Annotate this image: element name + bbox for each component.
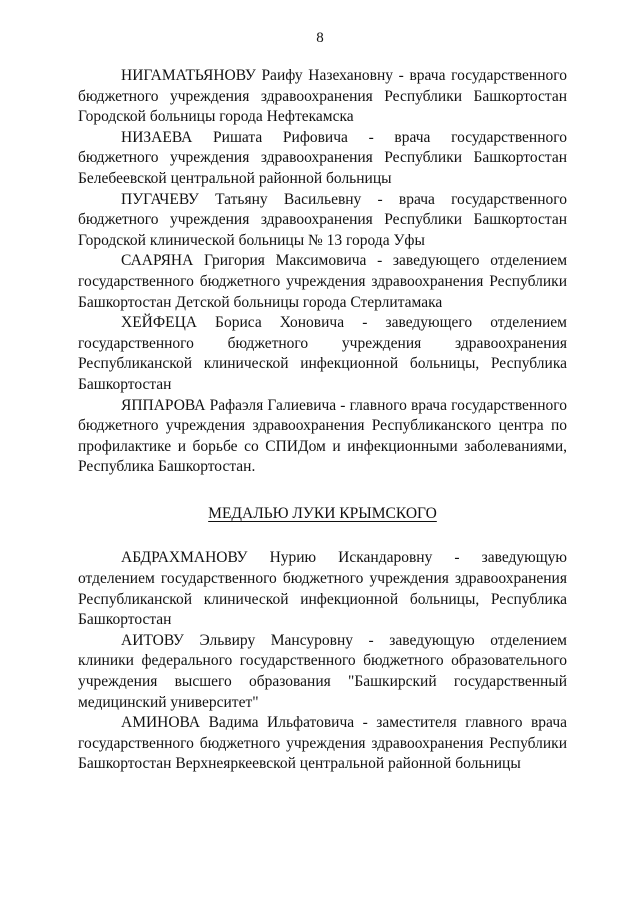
document-body (78, 66, 567, 775)
award-list-section-1 (78, 66, 567, 478)
award-entry: ЯППАРОВА Рафаэля Галиевича - главного врача государственного бюджетного учреждения здравоохранения Республиканского центра по профилактике и борьбе со СПИДом и инфекционными заболеваниями, Республика Башкортостан. (78, 396, 567, 476)
award-entry: АМИНОВА Вадима Ильфатовича - заместителя главного врача государственного бюджетного учреждения здравоохранения Республики Башкортостан Верхнеяркеевской центральной районной больницы (78, 714, 567, 773)
award-entry: ПУГАЧЕВУ Татьяну Васильевну - врача государственного бюджетного учреждения здравоохранения Республики Башкортостан Городской клинической больницы № 13 города Уфы (78, 190, 567, 249)
award-entry: НИГАМАТЬЯНОВУ Раифу Назехановну - врача государственного бюджетного учреждения здравоохранения Республики Башкортостан Городской больницы города Нефтекамска (78, 67, 567, 126)
award-entry: АБДРАХМАНОВУ Нурию Искандаровну - заведующую отделением государственного бюджетного учреждения здравоохранения Республиканской клинической инфекционной больницы, Республика Башкортостан (78, 549, 567, 629)
award-entry: АИТОВУ Эльвиру Мансуровну - заведующую отделением клиники федерального государственного бюджетного образовательного учреждения высшего образования "Башкирский государственный медицинский университет" (78, 631, 567, 711)
award-entry: НИЗАЕВА Ришата Рифовича - врача государственного бюджетного учреждения здравоохранения Республики Башкортостан Белебеевской центральной районной больницы (78, 128, 567, 187)
page-number: 8 (316, 30, 324, 46)
award-list-section-2 (78, 548, 567, 775)
award-entry: СААРЯНА Григория Максимовича - заведующего отделением государственного бюджетного учреждения здравоохранения Республики Башкортостан Детской больницы города Стерлитамака (78, 252, 567, 311)
award-entry: ХЕЙФЕЦА Бориса Хоновича - заведующего отделением государственного бюджетного учреждения здравоохранения Республиканской клинической инфекционной больницы, Республика Башкортостан (78, 314, 567, 393)
section-heading: МЕДАЛЬЮ ЛУКИ КРЫМСКОГО (208, 504, 437, 522)
